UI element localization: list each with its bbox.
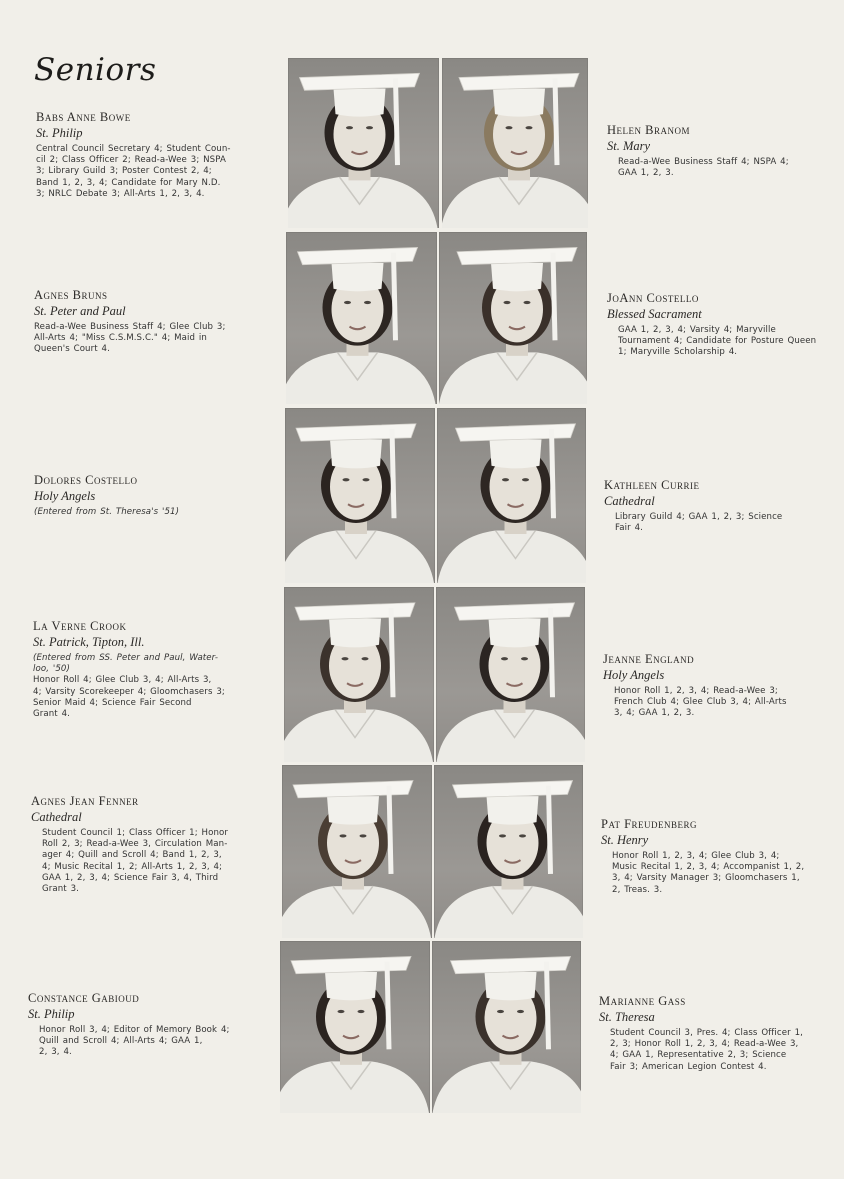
senior-parish: St. Mary [607,139,651,153]
gown-shape [288,177,438,228]
senior-activities [604,512,832,534]
eye-shape [364,301,371,304]
eye-shape [346,126,353,129]
activity-line: Grant 4. [33,709,71,720]
portrait-photo [442,58,588,228]
senior-entry-freudenberg [601,817,831,896]
senior-name: Agnes Bruns [34,288,108,302]
cap-tassel [394,253,396,341]
cap-board [296,424,416,442]
gown-shape [286,352,436,404]
senior-entry-note [33,653,265,675]
gown-shape [284,710,433,763]
senior-entry-branom [607,123,833,179]
cap-tassel [549,786,551,874]
cap-tassel [555,78,557,165]
eye-shape [519,834,526,837]
portrait-photo [282,765,432,938]
activity-line: Band 1, 2, 3, 4; Candidate for Mary N.D. [36,177,221,188]
cap-tassel [547,962,549,1050]
senior-activities [34,322,268,356]
cap-crown [327,796,379,825]
eye-shape [522,478,529,481]
senior-entry-joann-costello [607,291,833,359]
activity-line: Honor Roll 3, 4; Editor of Memory Book 4; [39,1025,230,1035]
cap-crown [332,263,384,291]
senior-activities [601,851,831,896]
senior-activities [607,325,833,359]
senior-parish: St. Philip [36,126,83,140]
eye-shape [338,1010,345,1013]
activity-line: 4; GAA 1, Representative 2, 3; Science [610,1050,787,1061]
cap-crown [485,972,537,1000]
eye-shape [524,301,531,304]
senior-parish: St. Philip [28,1007,75,1021]
activity-line: Student Council 1; Class Officer 1; Honor [42,828,229,838]
cap-tassel [392,429,394,518]
cap-board [291,956,411,973]
eye-shape [362,657,369,660]
activity-line: Fair 3; American Legion Contest 4. [610,1061,767,1072]
eye-shape [363,478,370,481]
eye-shape [343,478,350,481]
activity-line: (Entered from St. Theresa's '51) [34,507,180,517]
cap-board [451,956,571,973]
senior-name: Jeanne England [603,652,695,666]
portrait-photo [432,941,581,1113]
activity-line: GAA 1, 2, 3, 4; Varsity 4; Maryville [618,325,776,335]
cap-board [455,603,575,621]
activity-line: Tournament 4; Candidate for Posture Queen [618,336,817,347]
senior-activities [36,144,268,200]
senior-activities [607,157,833,179]
graduate-portrait-illustration [436,587,585,762]
eye-shape [358,1010,365,1013]
graduate-portrait-illustration [437,408,586,583]
senior-activities [603,686,832,720]
senior-name: Pat Freudenberg [601,817,698,831]
cap-board [295,603,415,621]
activity-line: 3, 4; GAA 1, 2, 3. [614,708,695,719]
cap-tassel [396,78,398,165]
activity-line: cil 2; Class Officer 2; Read-a-Wee 3; NSPA [36,155,226,166]
gown-shape [433,1061,582,1113]
note-line: loo, '50) [33,664,70,675]
gown-shape [442,177,588,228]
cap-crown [334,89,386,117]
cap-tassel [391,608,393,697]
eye-shape [504,301,511,304]
cap-board [453,781,573,798]
cap-board [459,73,579,90]
senior-name: Marianne Gass [599,994,686,1008]
activity-line: 2, 3; Honor Roll 1, 2, 3, 4; Read-a-Wee 3, [610,1039,799,1050]
page-title: Seniors [34,52,157,88]
graduate-portrait-illustration [434,765,583,938]
senior-parish: St. Theresa [599,1010,655,1024]
portrait-photo [436,587,585,762]
cap-board [293,781,413,798]
graduate-portrait-illustration [280,941,430,1113]
activity-line: Student Council 3, Pres. 4; Class Officer 1, [610,1028,803,1038]
activity-line: Music Recital 1, 2, 3, 4; Accompanist 1, 2, [612,862,805,873]
portrait-photo [280,941,430,1113]
senior-entry-fenner [31,794,263,895]
gown-shape [280,1061,429,1113]
senior-parish: Blessed Sacrament [607,307,702,321]
senior-parish: St. Henry [601,833,649,847]
activity-line: Central Council Secretary 4; Student Coun- [36,144,231,154]
portrait-photo [439,232,587,404]
note-line: (Entered from SS. Peter and Paul, Water- [33,653,219,663]
activity-line: Roll 2, 3; Read-a-Wee 3, Circulation Man- [42,839,228,850]
senior-activities [33,675,265,720]
activity-line: 4; Varsity Scorekeeper 4; Gloomchasers 3; [33,686,225,697]
portrait-photo [284,587,434,762]
senior-entry-bruns [34,288,268,356]
senior-parish: St. Peter and Paul [34,304,126,318]
gown-shape [437,710,586,763]
eye-shape [506,126,513,129]
senior-name: Helen Branom [607,123,690,137]
cap-tassel [551,608,553,697]
activity-line: 2, Treas. 3. [612,884,663,895]
cap-board [457,247,577,264]
senior-entry-gass [599,994,830,1073]
senior-activities [34,507,268,518]
graduate-portrait-illustration [288,58,439,228]
senior-entry-currie [604,478,832,534]
activity-line: ager 4; Quill and Scroll 4; Band 1, 2, 3, [42,850,222,861]
cap-tassel [389,786,391,874]
gown-shape [435,886,584,938]
graduate-portrait-illustration [439,232,587,404]
activity-line: 4; Music Recital 1, 2; All-Arts 1, 2, 3, 4; [42,861,223,872]
senior-parish: Holy Angels [34,489,96,503]
activity-line: GAA 1, 2, 3. [618,168,674,179]
eye-shape [360,834,367,837]
cap-crown [490,440,542,469]
activity-line: 1; Maryville Scholarship 4. [618,347,738,358]
eye-shape [499,834,506,837]
graduate-portrait-illustration [285,408,435,583]
senior-activities [31,828,263,895]
senior-entry-bowe [36,110,268,200]
senior-parish: Cathedral [604,494,655,508]
senior-parish: Holy Angels [603,668,665,682]
activity-line: 3; NRLC Debate 3; All-Arts 1, 2, 3, 4. [36,188,205,199]
activity-line: French Club 4; Glee Club 3, 4; All-Arts [614,697,787,708]
activity-line: 3, 4; Varsity Manager 3; Gloomchasers 1, [612,873,800,884]
cap-crown [329,619,381,648]
eye-shape [526,126,533,129]
activity-line: GAA 1, 2, 3, 4; Science Fair 3, 4, Third [42,872,219,883]
activity-line: 2, 3, 4. [39,1047,72,1058]
activity-line: Queen's Court 4. [34,344,110,355]
eye-shape [366,126,373,129]
senior-name: Dolores Costello [34,473,138,487]
activity-line: Honor Roll 1, 2, 3, 4; Read-a-Wee 3; [614,686,778,696]
activity-line: Honor Roll 1, 2, 3, 4; Glee Club 3, 4; [612,851,780,861]
graduate-portrait-illustration [442,58,588,228]
cap-tassel [553,253,555,341]
activity-line: 3; Library Guild 3; Poster Contest 2, 4; [36,166,212,177]
cap-crown [330,440,382,469]
senior-activities [28,1025,262,1059]
cap-board [456,424,576,442]
graduate-portrait-illustration [284,587,434,762]
gown-shape [282,886,431,938]
activity-line: All-Arts 4; "Miss C.S.M.S.C." 4; Maid in [34,333,207,344]
eye-shape [502,478,509,481]
senior-name: Constance Gabioud [28,991,140,1005]
portrait-photo [288,58,439,228]
activity-line: Senior Maid 4; Science Fair Second [33,697,192,708]
gown-shape [439,352,587,404]
senior-name: Kathleen Currie [604,478,700,492]
gown-shape [285,531,434,584]
cap-tassel [552,429,554,518]
graduate-portrait-illustration [432,941,581,1113]
gown-shape [438,531,587,584]
portrait-photo [286,232,437,404]
activity-line: Library Guild 4; GAA 1, 2, 3; Science [615,512,783,522]
activity-line: Honor Roll 4; Glee Club 3, 4; All-Arts 3, [33,675,212,686]
senior-parish: Cathedral [31,810,82,824]
portrait-photo [437,408,586,583]
graduate-portrait-illustration [286,232,437,404]
senior-activities [599,1028,830,1073]
cap-crown [487,796,539,825]
senior-name: JoAnn Costello [607,291,699,305]
eye-shape [521,657,528,660]
eye-shape [517,1010,524,1013]
cap-crown [491,263,543,291]
senior-entry-england [603,652,832,720]
cap-tassel [387,962,389,1050]
senior-entry-crook [33,619,265,720]
activity-line: Grant 3. [42,884,80,895]
senior-name: La Verne Crook [33,619,127,633]
activity-line: Quill and Scroll 4; All-Arts 4; GAA 1, [39,1036,203,1047]
eye-shape [497,1010,504,1013]
activity-line: Read-a-Wee Business Staff 4; Glee Club 3; [34,322,226,332]
senior-name: Babs Anne Bowe [36,110,131,124]
senior-name: Agnes Jean Fenner [31,794,139,808]
activity-line: Fair 4. [615,523,643,534]
senior-entry-dolores-costello [34,473,268,518]
cap-crown [489,619,541,648]
portrait-photo [434,765,583,938]
senior-entry-gabioud [28,991,262,1059]
activity-line: Read-a-Wee Business Staff 4; NSPA 4; [618,157,789,167]
cap-crown [325,972,377,1000]
senior-parish: St. Patrick, Tipton, Ill. [33,635,145,649]
eye-shape [344,301,351,304]
eye-shape [340,834,347,837]
eye-shape [342,657,349,660]
cap-board [298,247,418,264]
cap-crown [493,89,545,117]
eye-shape [501,657,508,660]
cap-board [300,73,420,90]
portrait-photo [285,408,435,583]
graduate-portrait-illustration [282,765,432,938]
